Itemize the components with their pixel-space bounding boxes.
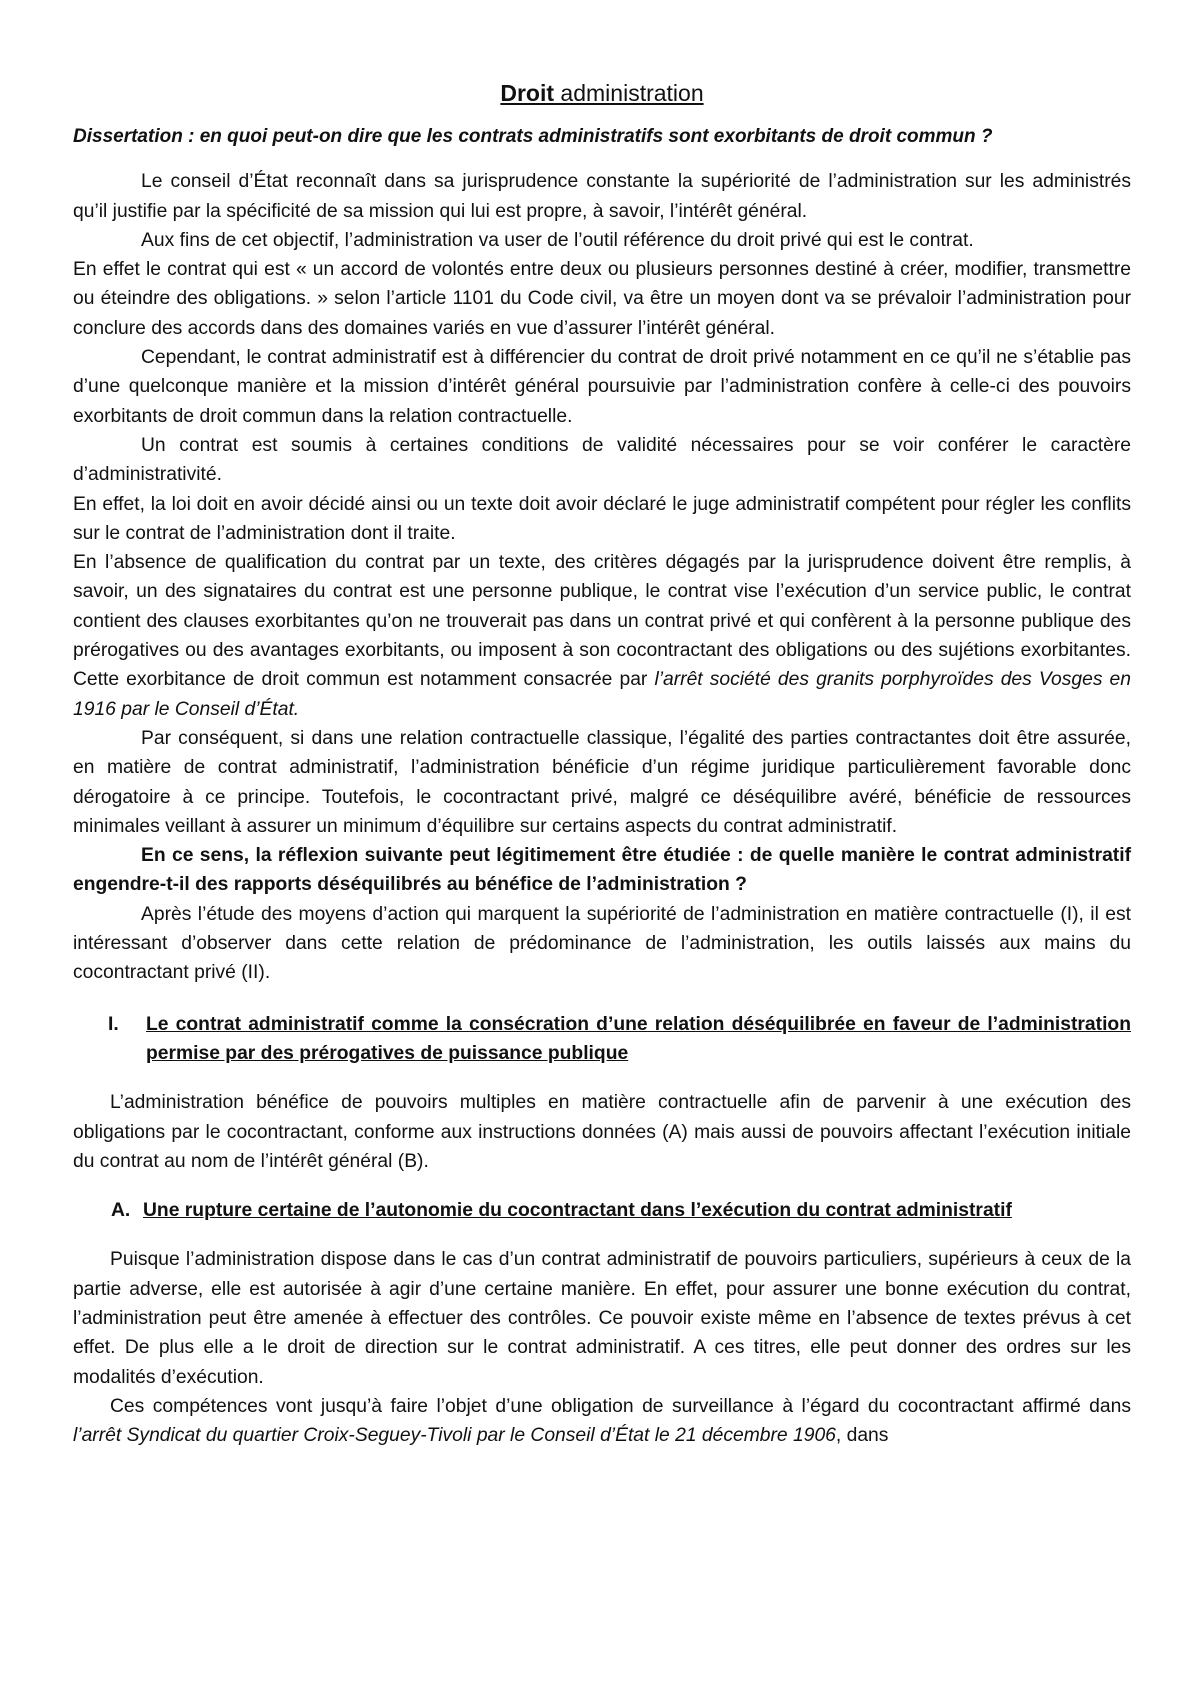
paragraph-13 (73, 1392, 1131, 1451)
paragraph-4: Cependant, le contrat administratif est à différencier du contrat de droit privé notamment en ce qu’il ne s’établie pas d’une quelconque manière et la mission d’intérêt général poursuivie par l’administration confère à celle-ci des pouvoirs exorbitants de droit commun dans la relation contractuelle. (73, 347, 1131, 427)
paragraph-7-text: En l’absence de qualification du contrat par un texte, des critères dégagés par la jurisprudence doivent être remplis, à savoir, un des signataires du contrat est une personne publique, le contrat vise l’exécution d’un service public, le contrat contient des clauses exorbitantes qu’on ne trouverait pas dans un contrat privé et qui confèrent à la personne publique des prérogatives ou des avantages exorbitants, ou imposent à son cocontractant des obligations ou des sujétions exorbitantes. Cette exorbitance de droit commun est notamment consacrée par (73, 552, 1131, 691)
section-title: Le contrat administratif comme la consécration d’une relation déséquilibrée en faveur de l’administration permise par des prérogatives de puissance publique (146, 1013, 1131, 1064)
paragraph-6: En effet, la loi doit en avoir décidé ainsi ou un texte doit avoir déclaré le juge administratif compétent pour régler les conflits sur le contrat de l’administration dont il traite. (73, 493, 1131, 544)
dissertation-question: Dissertation : en quoi peut-on dire que les contrats administratifs sont exorbitants de droit commun ? (73, 126, 993, 147)
paragraph-13-text: Ces compétences vont jusqu’à faire l’objet d’une obligation de surveillance à l’égard du cocontractant affirmé dans (110, 1395, 1131, 1417)
problematic-paragraph: En ce sens, la réflexion suivante peut légitimement être étudiée : de quelle manière le contrat administratif engendre-t-il des rapports déséquilibrés au bénéfice de l’administration ? (73, 845, 1131, 896)
title-rest: administration (554, 80, 704, 106)
page-title (73, 78, 1131, 108)
paragraph-10: Après l’étude des moyens d’action qui marquent la supériorité de l’administration en matière contractuelle (I), il est intéressant d’observer dans cette relation de prédominance de l’administration, les outils laissés aux mains du cocontractant privé (II). (73, 903, 1131, 984)
paragraph-13-tail: , dans (835, 1425, 889, 1447)
paragraph-13-citation: l’arrêt Syndicat du quartier Croix-Seguey-Tivoli par le Conseil d’État le 21 décembre 1906 (73, 1425, 836, 1447)
subsection-heading-a (73, 1196, 1131, 1225)
subsection-number: A. (111, 1200, 131, 1222)
subsection-title: Une rupture certaine de l’autonomie du cocontractant dans l’exécution du contrat administratif (143, 1200, 1012, 1222)
paragraph-5: Un contrat est soumis à certaines conditions de validité nécessaires pour se voir conférer le caractère d’administrativité. (73, 434, 1131, 486)
paragraph-3: En effet le contrat qui est « un accord de volontés entre deux ou plusieurs personnes destiné à créer, modifier, transmettre ou éteindre des obligations. » selon l’article 1101 du Code civil, va être un moyen dont va se prévaloir l’administration pour conclure des accords dans des domaines variés en vue d’assurer l’intérêt général. (73, 259, 1131, 339)
paragraph-8: Par conséquent, si dans une relation contractuelle classique, l’égalité des parties contractantes doit être assurée, en matière de contrat administratif, l’administration bénéficie d’un régime juridique particulièrement favorable donc dérogatoire à ce principe. Toutefois, le cocontractant privé, malgré ce déséquilibre avéré, bénéficie de ressources minimales veillant à assurer un minimum d’équilibre sur certains aspects du contrat administratif. (73, 727, 1131, 837)
section-heading-1 (73, 1010, 1131, 1069)
paragraph-7-citation: l’arrêt société des granits porphyroïdes des Vosges en 1916 par le Conseil d’État. (73, 669, 1132, 720)
paragraph-2: Aux fins de cet objectif, l’administration va user de l’outil référence du droit privé qui est le contrat. (141, 229, 974, 251)
paragraph-12: Puisque l’administration dispose dans le cas d’un contrat administratif de pouvoirs particuliers, supérieurs à ceux de la partie adverse, elle est autorisée à agir d’une certaine manière. En effet, pour assurer une bonne exécution du contrat, l’administration peut être amenée à effectuer des contrôles. Ce pouvoir existe même en l’absence de textes prévus à cet effet. De plus elle a le droit de direction sur le contrat administratif. A ces titres, elle peut donner des ordres sur les modalités d’exécution. (73, 1249, 1131, 1388)
title-bold: Droit (500, 80, 555, 106)
paragraph-1: Le conseil d’État reconnaît dans sa jurisprudence constante la supériorité de l’administration sur les administrés qu’il justifie par la spécificité de sa mission qui lui est propre, à savoir, l’intérêt général. (73, 171, 1131, 222)
paragraph-7 (73, 548, 1131, 724)
paragraph-11: L’administration bénéfice de pouvoirs multiples en matière contractuelle afin de parvenir à une exécution des obligations par le cocontractant, conforme aux instructions données (A) mais aussi de pouvoirs affectant l’exécution initiale du contrat au nom de l’intérêt général (B). (73, 1092, 1131, 1172)
section-number: I. (108, 1013, 119, 1035)
